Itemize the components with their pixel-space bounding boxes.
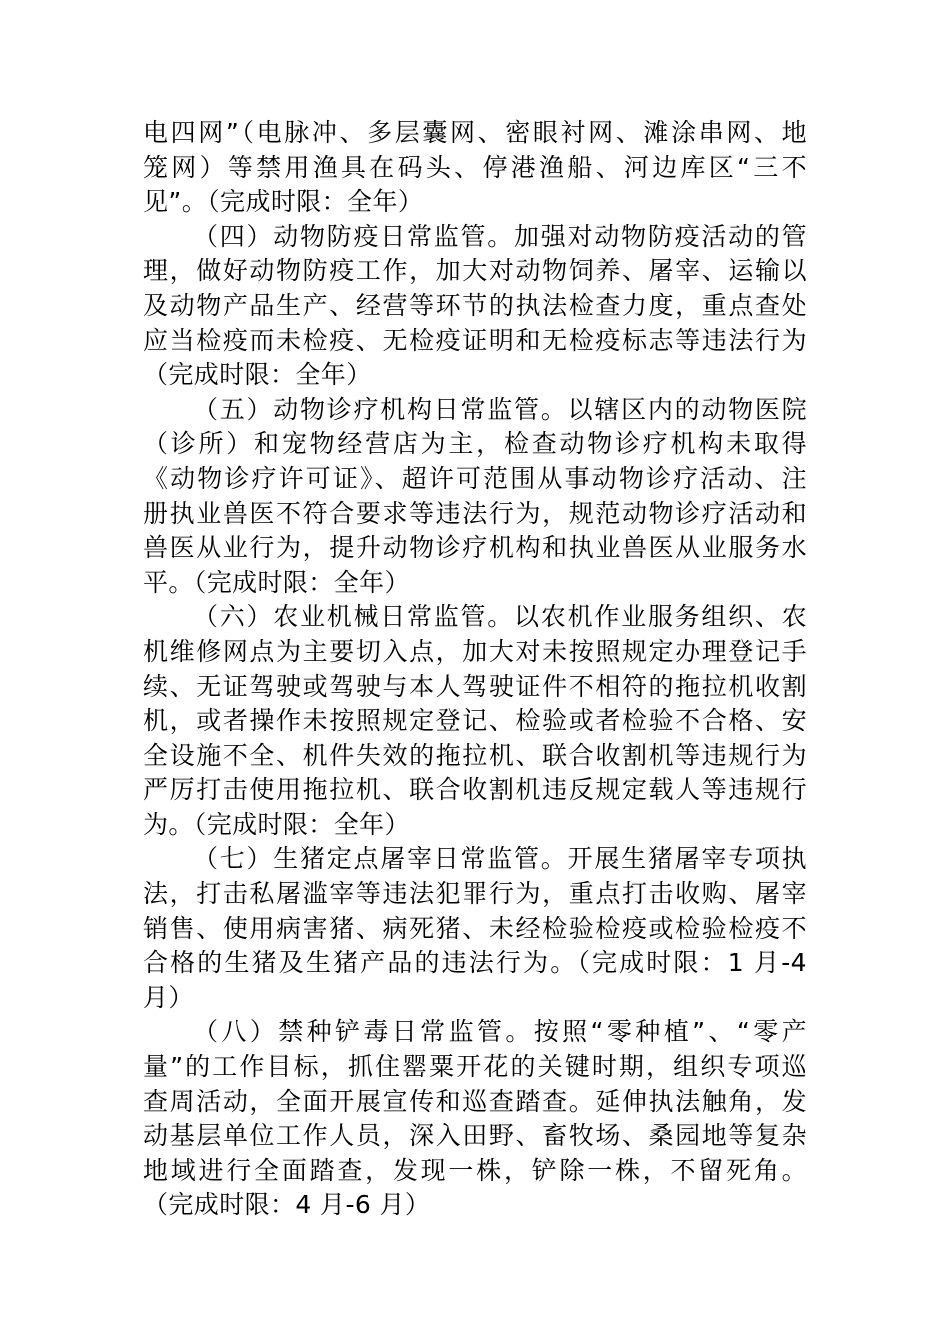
text-line: 月） <box>143 982 194 1012</box>
text-line: 兽医从业行为，提升动物诊疗机构和执业兽医从业服务水 <box>143 533 807 563</box>
text-line: 册执业兽医不符合要求等违法行为，规范动物诊疗活动和 <box>143 498 807 528</box>
text-line: 应当检疫而未检疫、无检疫证明和无检疫标志等违法行为 <box>143 325 807 355</box>
text-line: 法，打击私屠滥宰等违法犯罪行为，重点打击收购、屠宰 <box>143 879 807 909</box>
text-line: 电四网”（电脉冲、多层囊网、密眼衬网、滩涂串网、地 <box>143 118 807 147</box>
text-line: 量”的工作目标，抓住罂粟开花的关键时期，组织专项巡 <box>143 1052 807 1082</box>
text-line: 平。（完成时限：全年） <box>143 567 410 597</box>
text-line: 合格的生猪及生猪产品的违法行为。（完成时限：1 月-4 <box>143 948 807 978</box>
text-line: 《动物诊疗许可证》、超许可范围从事动物诊疗活动、注 <box>143 463 807 493</box>
text-line: （诊所）和宠物经营店为主，检查动物诊疗机构未取得 <box>143 429 807 459</box>
text-line: 严厉打击使用拖拉机、联合收割机违反规定载人等违规行 <box>143 775 807 805</box>
text-line: 及动物产品生产、经营等环节的执法检查力度，重点查处 <box>143 290 807 320</box>
paragraph-first-line: （四）动物防疫日常监管。加强对动物防疫活动的管 <box>193 221 807 251</box>
paragraph-first-line: （七）生猪定点屠宰日常监管。开展生猪屠宰专项执 <box>193 844 807 874</box>
text-line: 地域进行全面踏查，发现一株，铲除一株，不留死角。 <box>143 1155 807 1185</box>
document-body <box>143 116 807 1223</box>
paragraph-first-line: （五）动物诊疗机构日常监管。以辖区内的动物医院 <box>193 394 807 424</box>
text-line: 全设施不全、机件失效的拖拉机、联合收割机等违规行为 <box>143 740 807 770</box>
text-line: 为。（完成时限：全年） <box>143 809 410 839</box>
text-line: 机，或者操作未按照规定登记、检验或者检验不合格、安 <box>143 706 807 736</box>
text-line: 查周活动，全面开展宣传和巡查踏查。延伸执法触角，发 <box>143 1086 807 1116</box>
text-line: 理，做好动物防疫工作，加大对动物饲养、屠宰、运输以 <box>143 256 807 286</box>
text-line: 笼网）等禁用渔具在码头、停港渔船、河边库区“三不 <box>143 152 807 182</box>
text-line: 续、无证驾驶或驾驶与本人驾驶证件不相符的拖拉机收割 <box>143 671 807 701</box>
paragraph-first-line: （八）禁种铲毒日常监管。按照“零种植”、“零产 <box>193 1017 807 1047</box>
text-line: 动基层单位工作人员，深入田野、畜牧场、桑园地等复杂 <box>143 1121 807 1151</box>
text-line: （完成时限：4 月-6 月） <box>143 1190 431 1220</box>
text-line: 见”。（完成时限：全年） <box>143 187 424 217</box>
text-line: 销售、使用病害猪、病死猪、未经检验检疫或检验检疫不 <box>143 913 807 943</box>
paragraph-first-line: （六）农业机械日常监管。以农机作业服务组织、农 <box>193 602 807 632</box>
text-line: 机维修网点为主要切入点，加大对未按照规定办理登记手 <box>143 636 807 666</box>
text-line: （完成时限：全年） <box>143 360 372 390</box>
